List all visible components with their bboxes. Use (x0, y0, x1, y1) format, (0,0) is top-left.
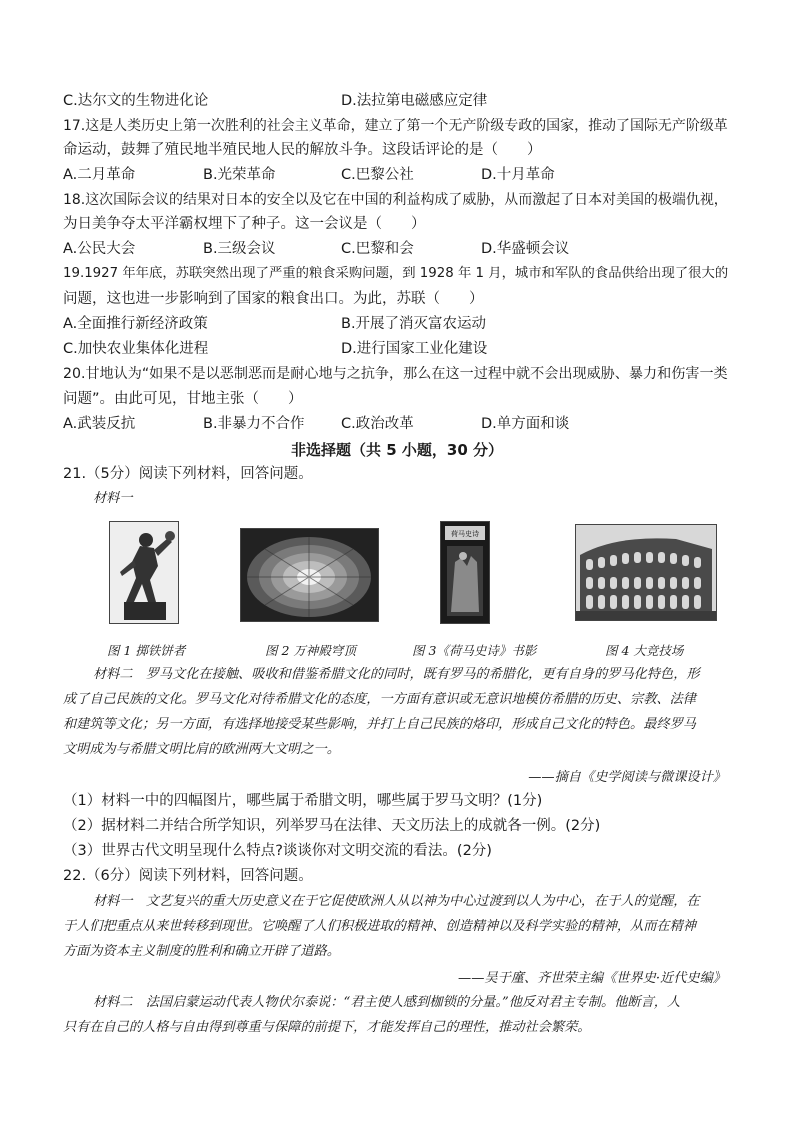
q22-material1-line3: 方面为资本主义制度的胜利和确立开辟了道路。 (63, 944, 340, 959)
q20-option-d: D.单方面和谈 (481, 416, 570, 432)
figure4-caption: 图 4 大竞技场 (605, 643, 684, 658)
q21-sub1: （1）材料一中的四幅图片，哪些属于希腊文明，哪些属于罗马文明？(1分) (63, 793, 543, 809)
q21-material1-label: 材料一 (93, 491, 133, 506)
q21-material2-line4: 文明成为与希腊文明比肩的欧洲两大文明之一。 (63, 742, 340, 757)
q18-stem-line1: 18.这次国际会议的结果对日本的安全以及它在中国的利益构成了威胁，从而激起了日本对美国的极端仇视， (63, 192, 728, 208)
q21-sub2: （2）据材料二并结合所学知识，列举罗马在法律、天文历法上的成就各一例。(2分) (63, 818, 601, 834)
q19-option-a: A.全面推行新经济政策 (63, 316, 208, 332)
q17-option-b: B.光荣革命 (203, 167, 276, 183)
q18-option-d: D.华盛顿会议 (481, 241, 570, 257)
q17-option-c: C.巴黎公社 (341, 167, 414, 183)
q20-stem-line2: 问题”。由此可见，甘地主张（ ） (63, 391, 303, 407)
q17-stem-line2: 命运动，鼓舞了殖民地半殖民地人民的解放斗争。这段话评论的是（ ） (63, 142, 542, 158)
q20-option-a: A.武装反抗 (63, 416, 136, 432)
figure1-caption: 图 1 掷铁饼者 (107, 643, 186, 658)
q20-option-c: C.政治改革 (341, 416, 414, 432)
q22-material2-line1: 材料二 法国启蒙运动代表人物伏尔泰说：“君主使人感到枷锁的分量。”他反对君主专制。他断言，人 (93, 995, 681, 1010)
q22-intro: 22.（6分）阅读下列材料，回答问题。 (63, 868, 313, 884)
q17-stem-line1: 17.这是人类历史上第一次胜利的社会主义革命，建立了第一个无产阶级专政的国家，推动了国际无产阶级革 (63, 118, 728, 134)
svg-text:荷马史诗: 荷马史诗 (451, 530, 479, 538)
q18-option-a: A.公民大会 (63, 241, 136, 257)
pantheon-dome-photo (240, 528, 379, 622)
q19-stem-line1: 19.1927 年年底，苏联突然出现了严重的粮食采购问题，到 1928 年 1 月，城市和军队的食品供给出现了很大的 (63, 266, 729, 281)
homer-epic-book-photo (440, 521, 490, 624)
figure3-caption: 图 3《荷马史诗》书影 (412, 643, 537, 658)
figure2-caption: 图 2 万神殿穹顶 (265, 643, 356, 658)
q16-option-c: C.达尔文的生物进化论 (63, 93, 209, 109)
q19-stem-line2: 问题，这也进一步影响到了国家的粮食出口。为此，苏联（ ） (63, 291, 484, 307)
q22-material1-line2: 于人们把重点从来世转移到现世。它唤醒了人们积极进取的精神、创造精神以及科学实验的精神，从而在精神 (63, 919, 696, 934)
q18-stem-line2: 为日美争夺太平洋霸权埋下了种子。这一会议是（ ） (63, 216, 426, 232)
q19-option-d: D.进行国家工业化建设 (341, 341, 488, 357)
q19-option-b: B.开展了消灭富农运动 (341, 316, 487, 332)
q20-stem-line1: 20.甘地认为“如果不是以恶制恶而是耐心地与之抗争，那么在这一过程中就不会出现威胁、暴力和伤害一类 (63, 366, 728, 382)
q18-option-c: C.巴黎和会 (341, 241, 414, 257)
q21-material2-line2: 成了自己民族的文化。罗马文化对待希腊文化的态度，一方面有意识或无意识地模仿希腊的历史、宗教、法律 (63, 692, 696, 707)
q18-option-b: B.三级会议 (203, 241, 276, 257)
q17-option-d: D.十月革命 (481, 167, 555, 183)
colosseum-photo (575, 524, 717, 621)
q21-material2-line3: 和建筑等文化；另一方面，有选择地接受某些影响，并打上自己民族的烙印，形成自己文化的特色。最终罗马 (63, 717, 696, 732)
discus-thrower-statue-photo (109, 521, 179, 624)
q19-option-c: C.加快农业集体化进程 (63, 341, 209, 357)
q21-sub3: （3）世界古代文明呈现什么特点?谈谈你对文明交流的看法。(2分) (63, 843, 492, 859)
q21-material2-line1: 材料二 罗马文化在接触、吸收和借鉴希腊文化的同时，既有罗马的希腊化，更有自身的罗马化特色，形 (93, 667, 700, 682)
q22-material1-source: ——吴于廑、齐世荣主编《世界史·近代史编》 (458, 971, 726, 986)
q17-option-a: A.二月革命 (63, 167, 136, 183)
q21-intro: 21.（5分）阅读下列材料，回答问题。 (63, 466, 313, 482)
section-heading: 非选择题（共 5 小题，30 分） (291, 441, 503, 459)
q20-option-b: B.非暴力不合作 (203, 416, 305, 432)
q22-material1-line1: 材料一 文艺复兴的重大历史意义在于它促使欧洲人从以神为中心过渡到以人为中心，在于人的觉醒，在 (93, 894, 700, 909)
q22-material2-line2: 只有在自己的人格与自由得到尊重与保障的前提下，才能发挥自己的理性，推动社会繁荣。 (63, 1020, 591, 1035)
q21-material2-source: ——摘自《史学阅读与微课设计》 (528, 770, 726, 785)
q16-option-d: D.法拉第电磁感应定律 (341, 93, 488, 109)
